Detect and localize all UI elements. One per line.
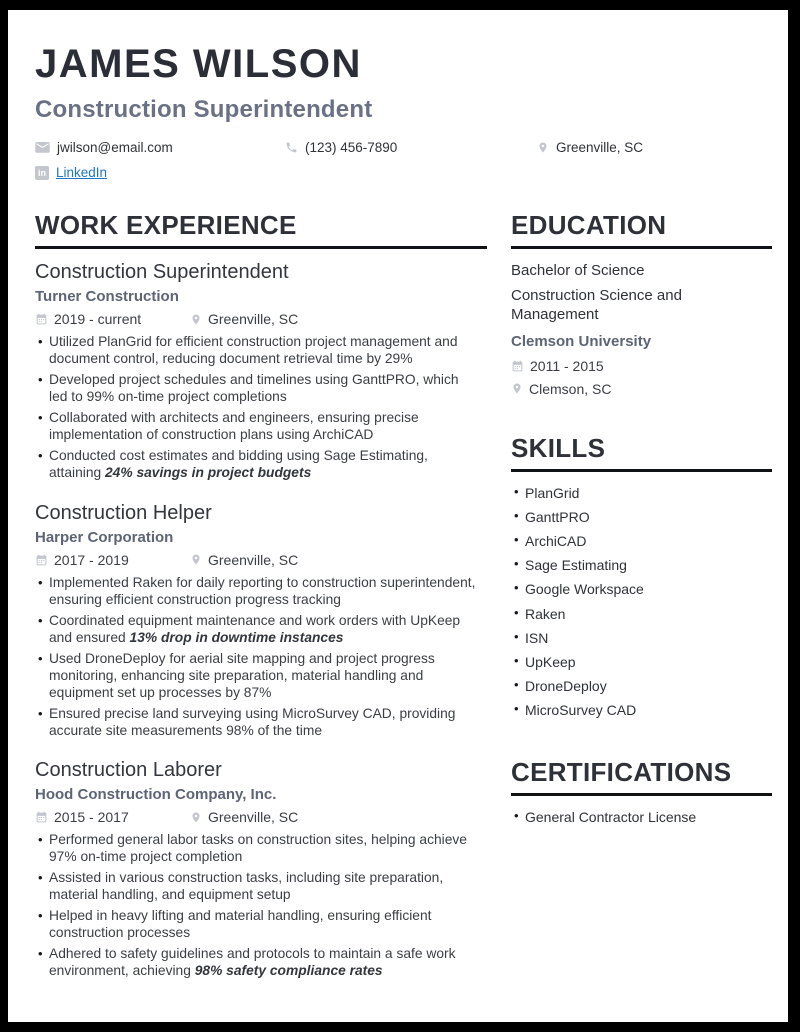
bullet-emphasis: 13% drop in downtime instances (129, 629, 344, 645)
location-text: Greenville, SC (208, 551, 299, 568)
bullet-dot: • (38, 832, 43, 848)
skills-heading: SKILLS (511, 433, 772, 472)
job-location (190, 311, 298, 327)
job-entry-3 (35, 759, 487, 980)
location-text: Greenville, SC (556, 140, 644, 155)
certifications-list (511, 808, 772, 826)
school-name: Clemson University (511, 332, 652, 350)
resume-header (35, 44, 772, 180)
job-entry-1 (35, 261, 487, 482)
job-title: Construction Laborer (35, 759, 222, 782)
job-bullets (35, 334, 487, 482)
contact-linkedin (35, 165, 107, 180)
bullet-dot: • (38, 705, 43, 721)
bullet-dot: • (38, 371, 43, 387)
location-text: Clemson, SC (529, 380, 612, 397)
bullet-item: • Helped in heavy lifting and material handling, ensuring efficient construction processes (35, 908, 487, 942)
contact-row-2 (35, 165, 772, 180)
certifications-heading: CERTIFICATIONS (511, 757, 772, 796)
bullet-dot: • (514, 677, 519, 693)
location-text: Greenville, SC (208, 809, 299, 826)
job-bullets (35, 575, 487, 740)
bullet-item: • Assisted in various construction tasks, including site preparation, material handling, and equipment setup (35, 870, 487, 904)
bullet-dot: • (514, 483, 519, 499)
linkedin-icon: in (35, 166, 49, 180)
location-pin-icon (190, 810, 202, 825)
bullet-item: • Conducted cost estimates and bidding using Sage Estimating, attaining 24% savings in project budgets (35, 448, 487, 482)
linkedin-link[interactable]: LinkedIn (56, 165, 108, 180)
location-pin-icon (537, 140, 549, 155)
email-icon (35, 142, 50, 154)
bullet-emphasis: 98% safety compliance rates (194, 963, 383, 979)
dates-text: 2019 - current (54, 311, 142, 327)
bullet-dot: • (38, 574, 43, 590)
bullet-dot: • (514, 652, 519, 668)
skill-item: • Sage Estimating (511, 556, 772, 574)
location-text: Greenville, SC (208, 311, 299, 327)
calendar-icon (511, 359, 524, 373)
calendar-icon (35, 553, 48, 567)
bullet-dot: • (38, 409, 43, 425)
job-location (190, 552, 298, 568)
sidebar-column (511, 210, 772, 1000)
skill-item: • Google Workspace (511, 580, 772, 598)
bullet-item: • Used DroneDeploy for aerial site mapping and project progress monitoring, enhancing site preparation, material handling and equipment set up processes by 87% (35, 651, 487, 702)
location-pin-icon (190, 552, 202, 567)
dates-text: 2017 - 2019 (54, 551, 129, 568)
education-section (511, 210, 772, 397)
job-location (190, 809, 298, 825)
person-name: JAMES WILSON (35, 42, 362, 86)
company-name: Turner Construction (35, 288, 179, 305)
skill-item: • MicroSurvey CAD (511, 701, 772, 719)
bullet-dot: • (514, 531, 519, 547)
education-location (511, 381, 772, 397)
company-name: Harper Corporation (35, 528, 174, 546)
calendar-icon (35, 810, 48, 824)
person-job-title: Construction Superintendent (35, 96, 373, 123)
calendar-icon (35, 312, 48, 326)
bullet-item: • Adhered to safety guidelines and protocols to maintain a safe work environment, achieving 98% safety compliance rates (35, 946, 487, 980)
skill-item: • DroneDeploy (511, 677, 772, 695)
bullet-dot: • (514, 604, 519, 620)
job-dates (35, 311, 190, 327)
job-bullets (35, 832, 487, 980)
bullet-dot: • (514, 556, 519, 572)
phone-icon (285, 141, 298, 154)
bullet-dot: • (38, 612, 43, 628)
contact-row-1 (35, 140, 772, 155)
company-name: Hood Construction Company, Inc. (35, 786, 277, 804)
bullet-dot: • (514, 808, 519, 824)
bullet-item: • Coordinated equipment maintenance and work orders with UpKeep and ensured 13% drop in downtime instances (35, 613, 487, 647)
location-pin-icon (511, 381, 523, 396)
skill-item: • GanttPRO (511, 508, 772, 526)
job-title: Construction Helper (35, 501, 212, 524)
contact-email (35, 140, 285, 155)
bullet-dot: • (38, 870, 43, 886)
bullet-dot: • (514, 580, 519, 596)
job-dates (35, 809, 190, 825)
bullet-item: • Implemented Raken for daily reporting to construction superintendent, ensuring efficient construction progress tracking (35, 575, 487, 609)
job-meta (35, 809, 487, 825)
skills-section (511, 433, 772, 720)
job-meta (35, 552, 487, 568)
email-text: jwilson@email.com (57, 140, 173, 155)
resume-page (8, 10, 788, 1022)
bullet-item: • Collaborated with architects and engineers, ensuring precise implementation of construction plans using ArchiCAD (35, 410, 487, 444)
job-meta (35, 311, 487, 327)
education-heading: EDUCATION (511, 210, 772, 249)
phone-text: (123) 456-7890 (305, 140, 398, 155)
bullet-item: • Performed general labor tasks on construction sites, helping achieve 97% on-time project completion (35, 832, 487, 866)
job-dates (35, 552, 190, 568)
certifications-section (511, 757, 772, 826)
dates-text: 2015 - 2017 (54, 809, 129, 826)
contact-location (537, 140, 643, 155)
bullet-dot: • (38, 946, 43, 962)
bullet-dot: • (38, 334, 43, 349)
skill-item: • PlanGrid (511, 484, 772, 502)
job-title: Construction Superintendent (35, 261, 289, 283)
education-meta (511, 358, 772, 397)
bullet-dot: • (514, 628, 519, 644)
bullet-dot: • (38, 908, 43, 924)
location-pin-icon (190, 312, 202, 327)
skill-item: • ISN (511, 629, 772, 647)
bullet-item: • Ensured precise land surveying using MicroSurvey CAD, providing accurate site measurements 98% of the time (35, 706, 487, 740)
contact-phone (285, 140, 537, 155)
bullet-dot: • (514, 507, 519, 523)
bullet-item: • Utilized PlanGrid for efficient construction project management and document control, reducing document retrieval time by 29% (35, 334, 487, 368)
bullet-dot: • (38, 650, 43, 666)
work-experience-section (35, 210, 487, 1000)
bullet-emphasis: 24% savings in project budgets (105, 464, 312, 480)
skill-item: • UpKeep (511, 653, 772, 671)
skills-list (511, 484, 772, 720)
certification-item: • General Contractor License (511, 808, 772, 826)
resume-body (35, 210, 772, 1000)
bullet-dot: • (38, 447, 43, 463)
field-of-study-text: Construction Science and Management (511, 287, 682, 324)
education-dates (511, 358, 772, 374)
skill-item: • Raken (511, 605, 772, 623)
dates-text: 2011 - 2015 (530, 357, 604, 374)
skill-item: • ArchiCAD (511, 532, 772, 550)
degree-text: Bachelor of Science (511, 262, 645, 279)
bullet-dot: • (514, 701, 519, 717)
work-experience-heading: WORK EXPERIENCE (35, 210, 487, 249)
job-entry-2 (35, 502, 487, 740)
bullet-item: • Developed project schedules and timelines using GanttPRO, which led to 99% on-time project completions (35, 372, 487, 406)
